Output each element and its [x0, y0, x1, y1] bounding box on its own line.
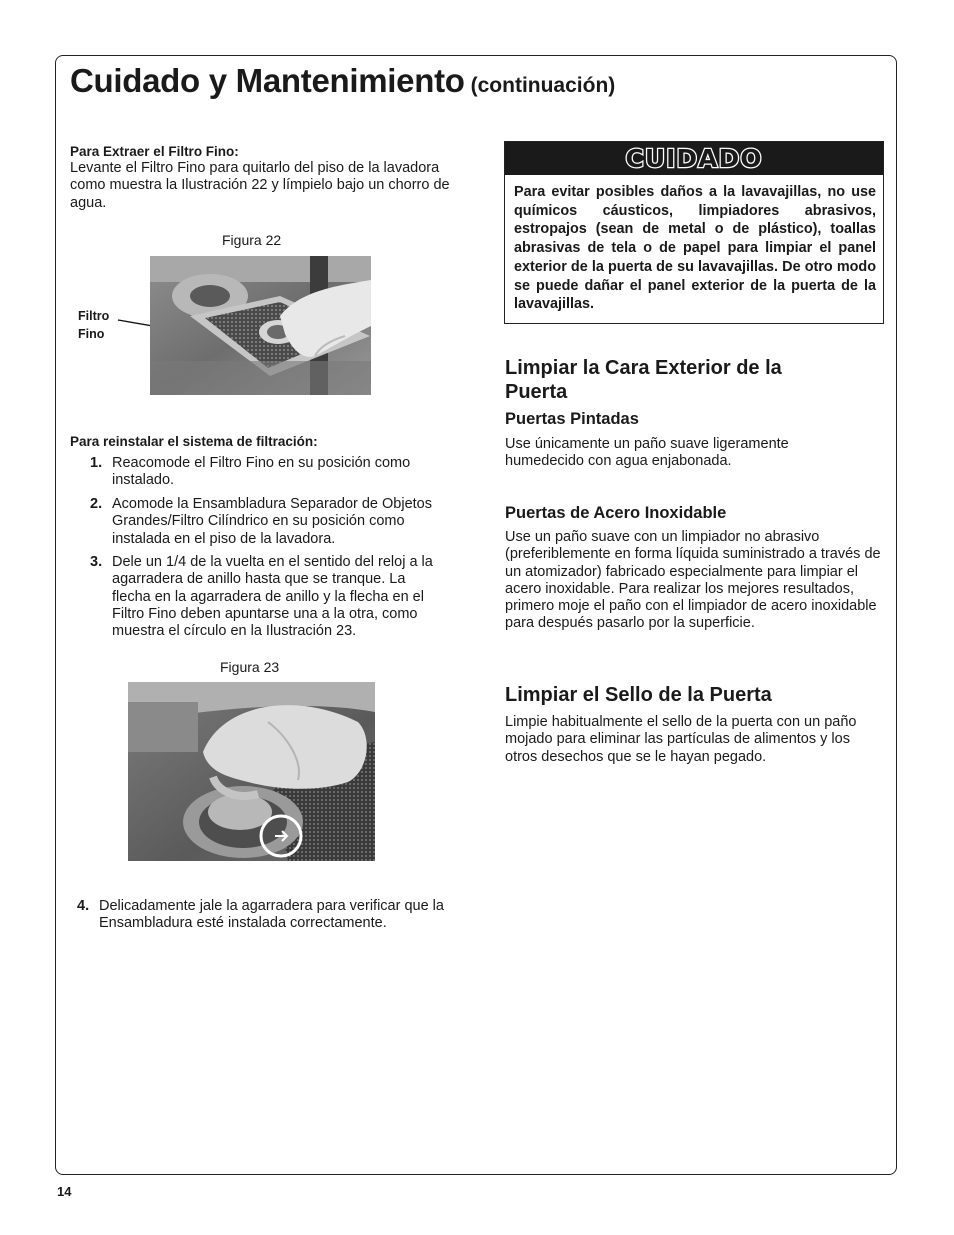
figure22-image — [150, 256, 371, 395]
caution-text: Para evitar posibles daños a la lavavajillas, no use químicos cáusticos, limpiadores abrasivos, estropajos (sean de metal o de plástico), toallas abrasivas de tela o de papel para limpiar el panel exterior de la puerta de su lavavajillas. De otro modo se puede dañar el panel exterior de la puerta de la lavavajillas. — [514, 184, 876, 313]
door-seal-body: Limpie habitualmente el sello de la puerta con un paño mojado para eliminar las partículas de alimentos y los otros desechos que se le hayan pegado. — [505, 714, 857, 765]
figure22-label-line1: Filtro — [78, 309, 110, 323]
title-subtitle: (continuación) — [470, 74, 616, 97]
step-1-number: 1. — [90, 455, 103, 471]
extract-heading: Para Extraer el Filtro Fino: — [70, 144, 239, 159]
figure22-label — [78, 307, 109, 343]
caution-banner — [505, 142, 883, 175]
extract-body: Levante el Filtro Fino para quitarlo del piso de la lavadora como muestra la Ilustración 22 y límpielo bajo un chorro de agua. — [70, 160, 450, 211]
step-3-number: 3. — [90, 554, 103, 570]
page-title — [70, 62, 615, 100]
caution-box — [504, 141, 884, 324]
step-4-text: Delicadamente jale la agarradera para verificar que la Ensambladura esté instalada correctamente. — [99, 898, 444, 932]
stainless-doors-heading: Puertas de Acero Inoxidable — [505, 504, 727, 522]
step-3-text: Dele un 1/4 de la vuelta en el sentido del reloj a la agarradera de anillo hasta que se tranque. La flecha en la agarradera de anillo y la flecha en el Filtro Fino deben apuntarse una a la otra, como muestra el círculo en la Ilustración 23. — [112, 554, 433, 640]
figure23-image — [128, 682, 375, 861]
figure22-label-line2: Fino — [78, 327, 105, 341]
step-2-text: Acomode la Ensambladura Separador de Objetos Grandes/Filtro Cilíndrico en su posición como instalada en el piso de la lavadora. — [112, 496, 432, 547]
figure23-caption: Figura 23 — [220, 659, 280, 675]
stainless-doors-body: Use un paño suave con un limpiador no abrasivo (preferiblemente en forma líquida suministrado a través de un atomizador) fabricado especialmente para limpiar el acero inoxidable. Para realizar los mejores resultados, primero moje el paño con el limpiador de acero inoxidable para después pasarlo por la superficie. — [505, 529, 881, 632]
painted-doors-body: Use únicamente un paño suave ligeramente humedecido con agua enjabonada. — [505, 436, 789, 470]
title-main: Cuidado y Mantenimiento — [70, 62, 465, 99]
door-exterior-heading: Limpiar la Cara Exterior de la Puerta — [505, 357, 782, 403]
reinstall-heading: Para reinstalar el sistema de filtración: — [70, 434, 318, 449]
step-2-number: 2. — [90, 496, 103, 512]
door-seal-heading: Limpiar el Sello de la Puerta — [505, 684, 772, 706]
figure22-caption: Figura 22 — [222, 232, 282, 248]
step-4-number: 4. — [77, 898, 90, 914]
caution-label: CUIDADO — [625, 144, 763, 173]
painted-doors-heading: Puertas Pintadas — [505, 410, 639, 428]
step-1-text: Reacomode el Filtro Fino en su posición como instalado. — [112, 455, 411, 489]
page-number: 14 — [57, 1184, 72, 1199]
